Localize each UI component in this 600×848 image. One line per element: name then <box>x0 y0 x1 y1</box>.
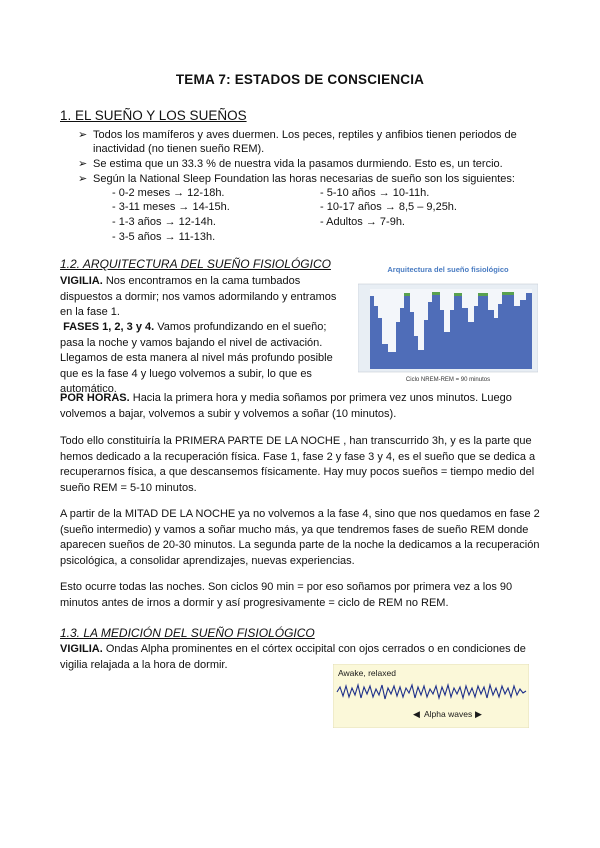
fases-paragraph <box>60 320 345 398</box>
arrow-bullet-icon: ➢ <box>78 173 88 185</box>
section-heading-1-2: 1.2. ARQUITECTURA DEL SUEÑO FISIOLÓGICO <box>60 257 331 271</box>
horas-label: POR HORAS. <box>60 392 130 404</box>
rem-period <box>454 293 462 296</box>
rem-period <box>478 293 488 296</box>
section-heading-1: 1. EL SUEÑO Y LOS SUEÑOS <box>60 108 247 123</box>
vigilia-text: Ondas Alpha prominentes en el córtex occipital con ojos cerrados o en condiciones de vigilia relajada a la hora de dormir. <box>60 643 526 671</box>
rem-period <box>404 293 410 296</box>
alpha-waves-figure <box>333 664 529 728</box>
section-heading-1-3: 1.3. LA MEDICIÓN DEL SUEÑO FISIOLÓGICO <box>60 626 315 640</box>
bullet-item <box>78 172 528 186</box>
bullet-item <box>78 157 528 171</box>
figure-title: Arquitectura del sueño fisiológico <box>387 265 509 274</box>
sleep-hours-item: - 3-5 años → 11-13h. <box>112 231 216 243</box>
sleep-hours-item: - 0-2 meses → 12-18h. <box>112 187 225 199</box>
left-arrow-icon: ◀ <box>413 709 420 719</box>
fases-label: FASES 1, 2, 3 y 4. <box>63 321 155 333</box>
bullet-item <box>78 128 528 156</box>
sleep-hours-item: - 5-10 años → 10-11h. <box>320 187 430 199</box>
sleep-hours-item: - 3-11 meses → 14-15h. <box>112 201 230 213</box>
horas-paragraph <box>60 391 545 422</box>
vigilia-text: Nos encontramos en la cama tumbados dispuestos a dormir; nos vamos adormilando y entramos en la fase 1. <box>60 275 337 318</box>
sleep-architecture-figure <box>358 262 538 384</box>
vigilia-label: VIGILIA. <box>60 275 103 287</box>
rem-period <box>432 292 440 295</box>
arrow-bullet-icon: ➢ <box>78 129 88 141</box>
awake-relaxed-label: Awake, relaxed <box>338 668 396 678</box>
sleep-hours-item: - Adultos → 7-9h. <box>320 216 405 228</box>
figure-caption: Ciclo NREM-REM = 90 minutos <box>405 377 491 383</box>
bullet-text: Se estima que un 33.3 % de nuestra vida la pasamos durmiendo. Esto es, un tercio. <box>93 158 503 170</box>
vigilia-label: VIGILIA. <box>60 643 103 655</box>
alpha-waves-label: Alpha waves <box>424 709 473 719</box>
rem-period <box>502 292 514 295</box>
bullet-text: Todos los mamíferos y aves duermen. Los peces, reptiles y anfibios tienen periodos de inactividad (no tienen sueño REM). <box>93 129 517 155</box>
horas-text: Hacia la primera hora y media soñamos por primera vez unos minutos. Luego volvemos a bajar, volvemos a subir y volvemos a soñar (10 minutos). <box>60 392 512 420</box>
fases-text: Vamos profundizando en el sueño; pasa la noche y vamos bajando el nivel de activación. Llegamos de esta manera al nivel más profundo posible que es la fase 4 y luego volvemos a subir, lo que es automático. <box>60 321 333 395</box>
page-title: TEMA 7: ESTADOS DE CONSCIENCIA <box>175 72 425 87</box>
vigilia-paragraph <box>60 274 345 321</box>
sleep-hours-item: - 1-3 años → 12-14h. <box>112 216 216 228</box>
paragraph-ciclos: Esto ocurre todas las noches. Son ciclos 90 min = por eso soñamos por primera vez a los 90 minutos antes de irnos a dormir y así progresivamente = ciclo de REM no REM. <box>60 581 513 609</box>
sleep-hours-item: - 10-17 años → 8,5 – 9,25h. <box>320 201 457 213</box>
bullet-text: Según la National Sleep Foundation las horas necesarias de sueño son los siguientes: <box>93 173 515 185</box>
paragraph-mitad-noche: A partir de la MITAD DE LA NOCHE ya no volvemos a la fase 4, sino que nos quedamos en fase 2 (sueño intermedio) y vamos a soñar mucho más, ya que tendremos fases de sueño REM donde aparecen sueños de 20-30 minutos. La segunda parte de la noche la dedicamos a la recuperación psicológica, a consolidar aprendizajes, nuevas experiencias. <box>60 508 540 567</box>
arrow-bullet-icon: ➢ <box>78 158 88 170</box>
right-arrow-icon: ▶ <box>475 709 482 719</box>
paragraph-primera-parte: Todo ello constituiría la PRIMERA PARTE DE LA NOCHE , han transcurrido 3h, y es la parte que hemos dedicado a la recuperación física. Fase 1, fase 2 y fase 3 y 4, es el sueño que se dedica a recuperarnos física, a que descansemos físicamente. Hay muy pocos sueños = tiempo medio del sueño REM = 5-10 minutos. <box>60 435 536 494</box>
